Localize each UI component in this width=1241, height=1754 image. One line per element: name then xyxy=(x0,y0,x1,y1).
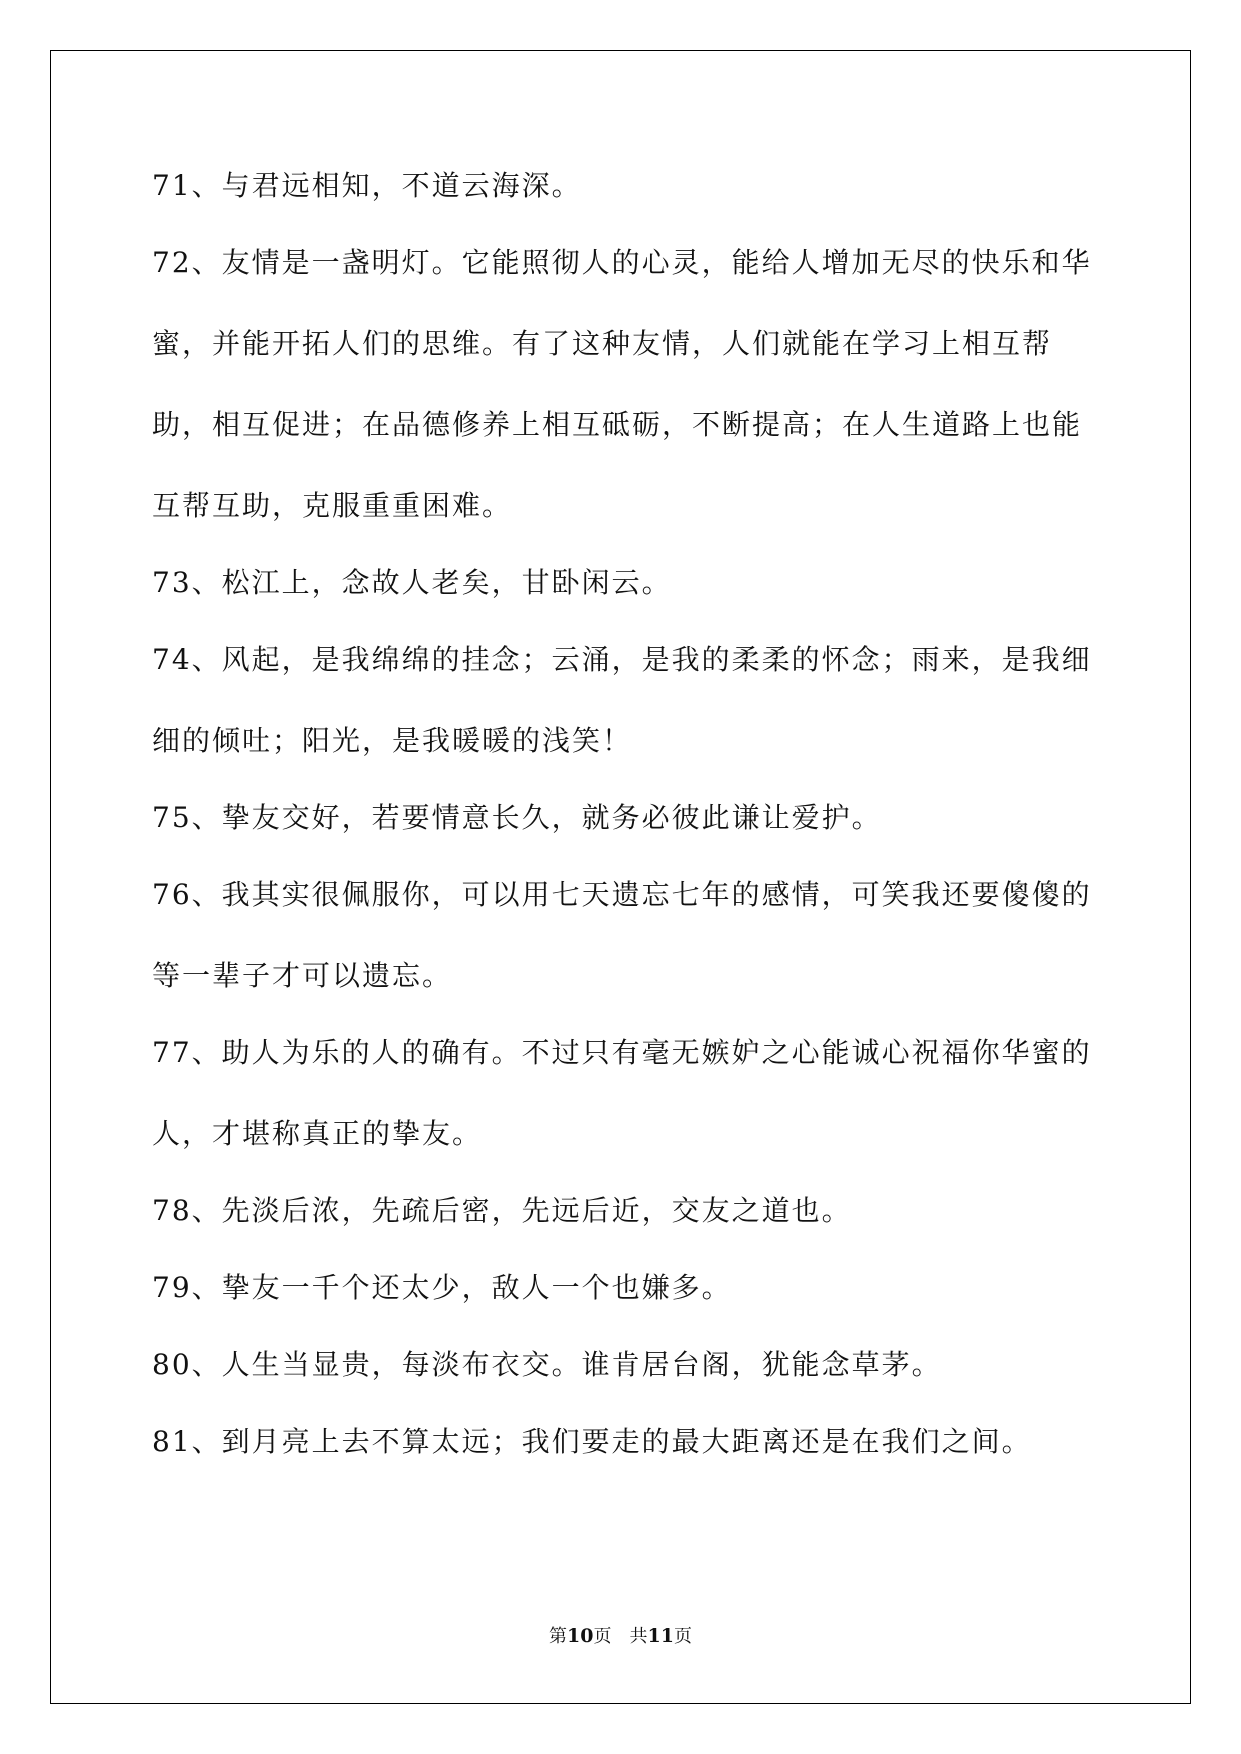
paragraph-81: 81、到月亮上去不算太远；我们要走的最大距离还是在我们之间。 xyxy=(152,1425,1032,1458)
paragraph-77: 77、助人为乐的人的确有。不过只有毫无嫉妒之心能诚心祝福你华蜜的人，才堪称真正的挚友。 xyxy=(152,1036,1092,1150)
footer-suffix: 页 xyxy=(673,1626,692,1647)
paragraph-75: 75、挚友交好，若要情意长久，就务必彼此谦让爱护。 xyxy=(152,801,882,834)
footer-prefix: 第 xyxy=(549,1626,568,1647)
total-page-number: 11 xyxy=(647,1625,674,1647)
paragraph-71: 71、与君远相知，不道云海深。 xyxy=(152,169,582,202)
paragraph-72: 72、友情是一盏明灯。它能照彻人的心灵，能给人增加无尽的快乐和华蜜，并能开拓人们的思维。有了这种友情，人们就能在学习上相互帮助，相互促进；在品德修养上相互砥砺，不断提高；在人生道路上也能互帮互助，克服重重困难。 xyxy=(152,246,1092,522)
paragraph-78: 78、先淡后浓，先疏后密，先远后近，交友之道也。 xyxy=(152,1194,852,1227)
paragraph-79: 79、挚友一千个还太少，敌人一个也嫌多。 xyxy=(152,1271,732,1304)
current-page-number: 10 xyxy=(567,1625,594,1647)
footer-middle: 页 共 xyxy=(593,1626,648,1647)
page-footer xyxy=(0,1622,1241,1648)
paragraph-80: 80、人生当显贵，每淡布衣交。谁肯居台阁，犹能念草茅。 xyxy=(152,1348,942,1381)
paragraph-74: 74、风起，是我绵绵的挂念；云涌，是我的柔柔的怀念；雨来，是我细细的倾吐；阳光，是我暖暖的浅笑！ xyxy=(152,643,1092,757)
paragraph-76: 76、我其实很佩服你，可以用七天遗忘七年的感情，可笑我还要傻傻的等一辈子才可以遗忘。 xyxy=(152,878,1092,992)
paragraph-73: 73、松江上，念故人老矣，甘卧闲云。 xyxy=(152,566,672,599)
document-body xyxy=(152,165,1092,1498)
